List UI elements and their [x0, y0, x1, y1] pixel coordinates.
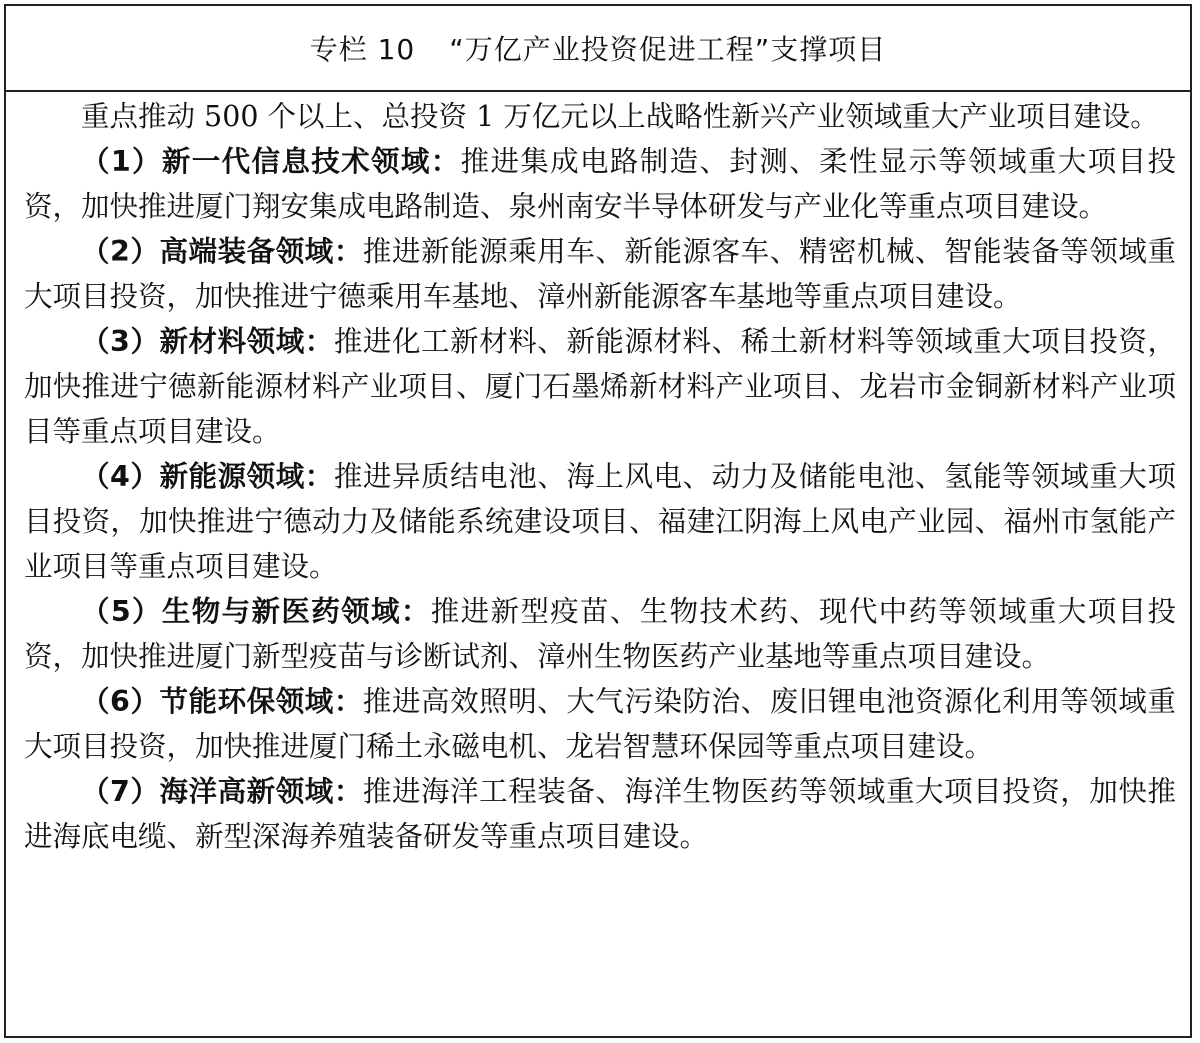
item-text: 推进新型疫苗、生物技术药、现代中药等领域重大项目投资，加快推进厦门新型疫苗与诊断试剂、漳州生物医药产业基地等重点项目建设。 — [24, 595, 1176, 673]
item-text: 推进高效照明、大气污染防治、废旧锂电池资源化利用等领域重大项目投资，加快推进厦门稀土永磁电机、龙岩智慧环保园等重点项目建设。 — [24, 685, 1176, 763]
item-heading: （2）高端装备领域： — [81, 235, 363, 268]
item-paragraph — [24, 679, 1176, 769]
item-heading: （1）新一代信息技术领域： — [81, 145, 461, 178]
item-heading: （7）海洋高新领域： — [81, 775, 363, 808]
item-heading: （6）节能环保领域： — [81, 685, 363, 718]
box-title — [6, 6, 1190, 92]
item-text: 推进异质结电池、海上风电、动力及储能电池、氢能等领域重大项目投资，加快推进宁德动力及储能系统建设项目、福建江阴海上风电产业园、福州市氢能产业项目等重点项目建设。 — [24, 460, 1176, 583]
intro-paragraph: 重点推动 500 个以上、总投资 1 万亿元以上战略性新兴产业领域重大产业项目建设。 — [81, 100, 1159, 133]
item-text: 推进新能源乘用车、新能源客车、精密机械、智能装备等领域重大项目投资，加快推进宁德乘用车基地、漳州新能源客车基地等重点项目建设。 — [24, 235, 1176, 313]
item-heading: （4）新能源领域： — [81, 460, 334, 493]
item-paragraph — [24, 319, 1176, 454]
item-text: 推进海洋工程装备、海洋生物医药等领域重大项目投资，加快推进海底电缆、新型深海养殖装备研发等重点项目建设。 — [24, 775, 1176, 853]
item-text: 推进化工新材料、新能源材料、稀土新材料等领域重大项目投资，加快推进宁德新能源材料产业项目、厦门石墨烯新材料产业项目、龙岩市金铜新材料产业项目等重点项目建设。 — [24, 325, 1176, 448]
box-content — [6, 92, 1190, 859]
column-number: 专栏 10 — [309, 33, 416, 66]
item-text: 推进集成电路制造、封测、柔性显示等领域重大项目投资，加快推进厦门翔安集成电路制造、泉州南安半导体研发与产业化等重点项目建设。 — [24, 145, 1176, 223]
item-heading: （3）新材料领域： — [81, 325, 334, 358]
item-paragraph — [24, 589, 1176, 679]
box-title-text: “万亿产业投资促进工程”支撑项目 — [449, 33, 887, 66]
item-paragraph — [24, 769, 1176, 859]
item-heading: （5）生物与新医药领域： — [81, 595, 431, 628]
item-paragraph — [24, 229, 1176, 319]
item-paragraph — [24, 454, 1176, 589]
project-box — [4, 4, 1192, 1038]
item-paragraph — [24, 139, 1176, 229]
